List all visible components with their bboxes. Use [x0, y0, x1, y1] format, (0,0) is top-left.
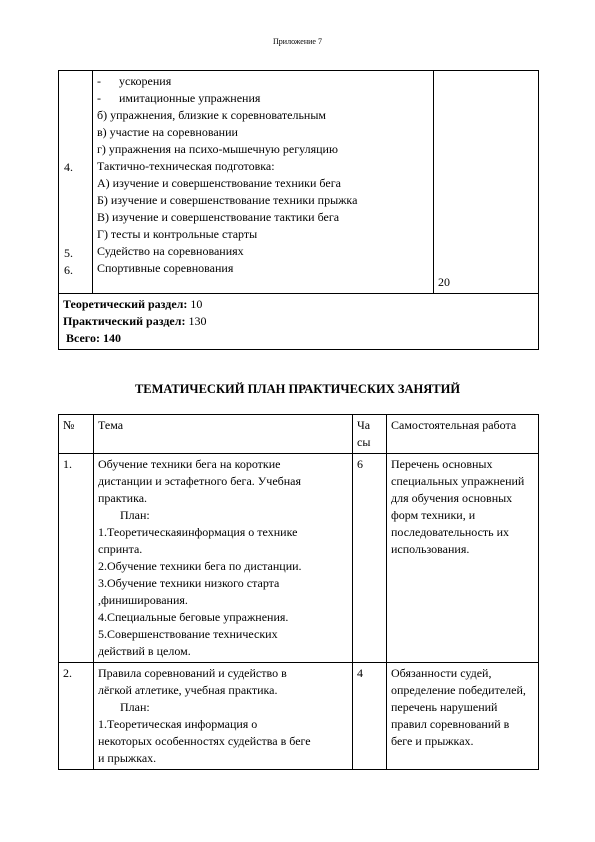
practice-line: Практический раздел: 130	[63, 314, 207, 328]
theory-line: Теоретический раздел: 10	[63, 297, 203, 311]
item-number-4: 4.	[64, 160, 73, 174]
summary-cell	[59, 294, 539, 350]
thematic-plan-table	[58, 414, 539, 770]
table-row	[59, 663, 539, 770]
header-hours: Ча сы	[353, 415, 387, 454]
section4-item-d: Г) тесты и контрольные старты	[97, 227, 258, 241]
item-number-6: 6.	[64, 263, 73, 277]
content-line-1: - ускорения	[97, 74, 172, 88]
item-numbers-cell	[59, 71, 93, 294]
content-line-3: б) упражнения, близкие к соревновательным	[97, 108, 326, 122]
table-row	[59, 454, 539, 663]
summary-row	[59, 294, 539, 350]
program-table	[58, 70, 539, 350]
hours-cell	[434, 71, 539, 294]
row-num: 2.	[59, 663, 94, 770]
plan-title: ТЕМАТИЧЕСКИЙ ПЛАН ПРАКТИЧЕСКИХ ЗАНЯТИЙ	[134, 382, 461, 396]
section4-title: Тактично-техническая подготовка:	[97, 159, 275, 173]
row-num: 1.	[59, 454, 94, 663]
row-hours: 6	[353, 454, 387, 663]
header-num: №	[59, 415, 94, 454]
program-row	[59, 71, 539, 294]
item5-text: Судейство на соревнованиях	[97, 244, 244, 258]
item-number-5: 5.	[64, 246, 73, 260]
content-line-4: в) участие на соревновании	[97, 125, 238, 139]
total-line: Всего: 140	[66, 331, 121, 345]
row-topic: Правила соревнований и судейство в лёгкой атлетике, учебная практика. План: 1.Теоретическая информация о некоторых особенностях судейства в беге и прыжках.	[94, 663, 353, 770]
hours-value: 20	[438, 275, 450, 289]
section4-item-c: В) изучение и совершенствование тактики бега	[97, 210, 340, 224]
row-self-work: Перечень основных специальных упражнений для обучения основных форм техники, и последовательность их использования.	[387, 454, 539, 663]
row-topic: Обучение техники бега на короткие дистанции и эстафетного бега. Учебная практика. План: 1.Теоретическаяинформация о технике спринта. 2.Обучение техники бега по дистанции. 3.Обучение техники низкого старта ,финиширования. 4.Специальные беговые упражнения. 5.Совершенствование технических действий в целом.	[94, 454, 353, 663]
section4-item-b: Б) изучение и совершенствование техники прыжка	[97, 193, 358, 207]
section4-item-a: А) изучение и совершенствование техники бега	[97, 176, 341, 190]
row-hours: 4	[353, 663, 387, 770]
content-line-2: - имитационные упражнения	[97, 91, 261, 105]
program-content-cell	[93, 71, 434, 294]
table-header-row	[59, 415, 539, 454]
content-line-5: г) упражнения на психо-мышечную регуляцию	[97, 142, 338, 156]
header-self-work: Самостоятельная работа	[387, 415, 539, 454]
header-topic: Тема	[94, 415, 353, 454]
item6-text: Спортивные соревнования	[97, 261, 234, 275]
row-self-work: Обязанности судей, определение победителей, перечень нарушений правил соревнований в беге и прыжках.	[387, 663, 539, 770]
page-header-note: Приложение 7	[273, 37, 322, 46]
